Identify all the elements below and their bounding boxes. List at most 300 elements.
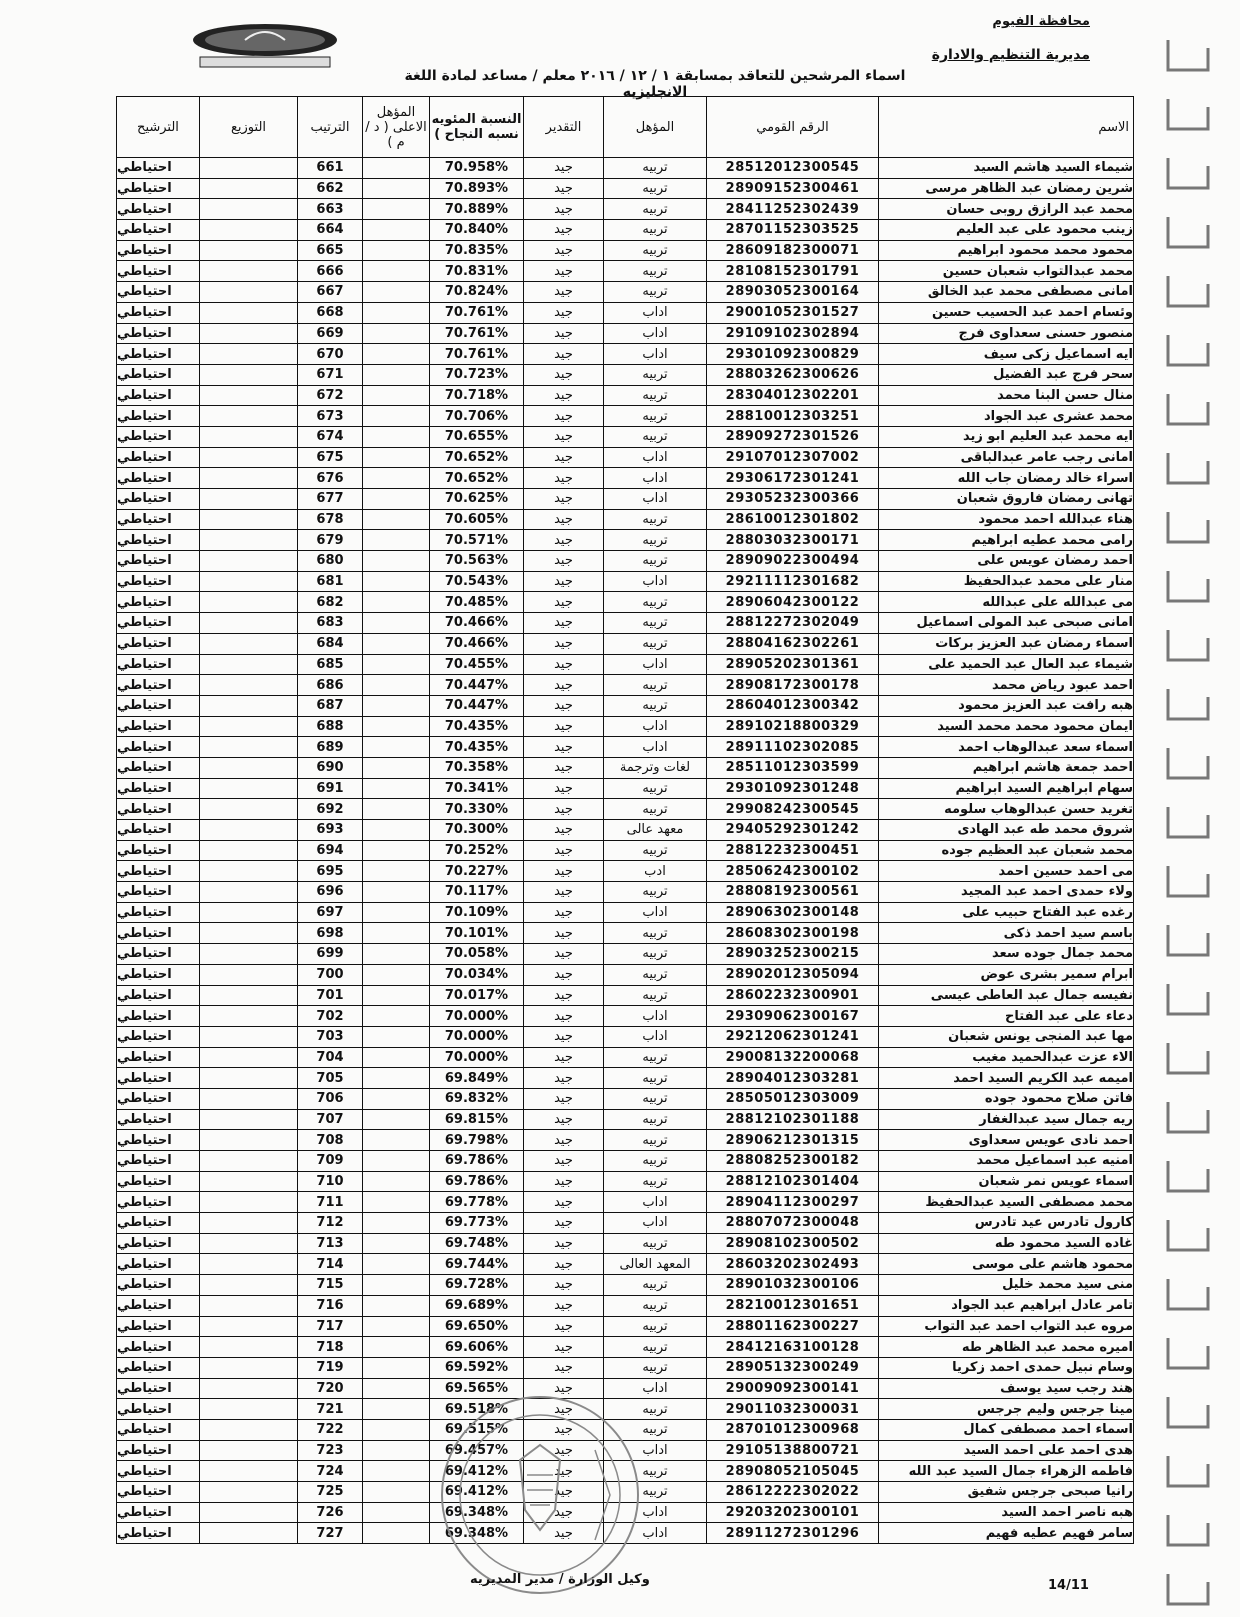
table-row [117, 1171, 1134, 1192]
table-cell-percentage: 70.835% [430, 240, 524, 261]
table-cell-rank: 724 [298, 1461, 363, 1482]
table-cell-name: زينب محمود على عبد العليم [879, 220, 1134, 241]
table-cell-qualification: تربيه [604, 1233, 707, 1254]
table-cell-higher-qualification [363, 1399, 430, 1420]
table-cell-name: شرين رمضان عبد الظاهر مرسى [879, 178, 1134, 199]
table-header-row [117, 97, 1134, 158]
table-cell-nomination: احتياطي [117, 675, 200, 696]
table-cell-national-id: 28902012305094 [707, 964, 879, 985]
table-cell-national-id: 28304012302201 [707, 385, 879, 406]
table-cell-higher-qualification [363, 1006, 430, 1027]
binding-ring [1168, 689, 1208, 719]
table-cell-distribution [200, 364, 298, 385]
table-cell-percentage: 70.824% [430, 282, 524, 303]
table-cell-higher-qualification [363, 1316, 430, 1337]
table-cell-national-id: 28903052300164 [707, 282, 879, 303]
table-cell-rank: 690 [298, 757, 363, 778]
table-cell-percentage: 70.958% [430, 158, 524, 179]
table-cell-distribution [200, 1006, 298, 1027]
table-cell-qualification: ادب [604, 861, 707, 882]
table-cell-name: وسام نبيل حمدى احمد زكريا [879, 1357, 1134, 1378]
table-cell-nomination: احتياطي [117, 737, 200, 758]
table-cell-nomination: احتياطي [117, 799, 200, 820]
table-cell-distribution [200, 675, 298, 696]
table-cell-percentage: 69.798% [430, 1130, 524, 1151]
table-cell-nomination: احتياطي [117, 1461, 200, 1482]
official-stamp [435, 1390, 645, 1600]
table-row [117, 840, 1134, 861]
table-cell-grade: جيد [524, 199, 604, 220]
table-cell-qualification: تربيه [604, 1357, 707, 1378]
table-cell-nomination: احتياطي [117, 1482, 200, 1503]
table-cell-higher-qualification [363, 344, 430, 365]
table-cell-nomination: احتياطي [117, 1233, 200, 1254]
table-cell-rank: 706 [298, 1088, 363, 1109]
table-cell-national-id: 28908102300502 [707, 1233, 879, 1254]
table-cell-percentage: 70.889% [430, 199, 524, 220]
table-cell-nomination: احتياطي [117, 489, 200, 510]
table-row [117, 757, 1134, 778]
table-cell-distribution [200, 695, 298, 716]
table-cell-national-id: 29306172301241 [707, 468, 879, 489]
table-cell-rank: 715 [298, 1275, 363, 1296]
table-cell-higher-qualification [363, 1047, 430, 1068]
table-cell-higher-qualification [363, 1171, 430, 1192]
table-cell-percentage: 69.786% [430, 1151, 524, 1172]
table-cell-distribution [200, 1026, 298, 1047]
table-cell-national-id: 29011032300031 [707, 1399, 879, 1420]
table-cell-name: منال حسن البنا محمد [879, 385, 1134, 406]
table-cell-higher-qualification [363, 468, 430, 489]
document-title: اسماء المرشحين للتعاقد بمسابقة ١ / ١٢ / ٢٠١٦ معلم / مساعد لمادة اللغة الانجليزيه [404, 68, 906, 100]
table-cell-name: امنيه عبد اسماعيل محمد [879, 1151, 1134, 1172]
table-cell-qualification: تربيه [604, 1171, 707, 1192]
candidates-table-wrapper [116, 96, 1133, 1544]
table-cell-distribution [200, 530, 298, 551]
table-cell-nomination: احتياطي [117, 1399, 200, 1420]
table-cell-higher-qualification [363, 923, 430, 944]
table-cell-grade: جيد [524, 985, 604, 1006]
table-cell-qualification: اداب [604, 1006, 707, 1027]
table-cell-name: احمد رمضان عويس على [879, 551, 1134, 572]
table-cell-national-id: 29203202300101 [707, 1502, 879, 1523]
table-cell-distribution [200, 737, 298, 758]
table-cell-rank: 722 [298, 1419, 363, 1440]
table-cell-grade: جيد [524, 1316, 604, 1337]
table-cell-name: اميره محمد عبد الظاهر طه [879, 1337, 1134, 1358]
table-cell-qualification: تربيه [604, 1275, 707, 1296]
table-row [117, 1047, 1134, 1068]
table-cell-nomination: احتياطي [117, 406, 200, 427]
table-cell-distribution [200, 1130, 298, 1151]
table-cell-distribution [200, 158, 298, 179]
table-cell-distribution [200, 716, 298, 737]
table-cell-national-id: 28810012303251 [707, 406, 879, 427]
table-cell-distribution [200, 1068, 298, 1089]
binding-ring [1168, 925, 1208, 955]
table-row [117, 1068, 1134, 1089]
table-row [117, 426, 1134, 447]
table-cell-distribution [200, 1295, 298, 1316]
table-cell-name: امانى صبحى عبد المولى اسماعيل [879, 613, 1134, 634]
table-cell-grade: جيد [524, 158, 604, 179]
table-cell-percentage: 70.652% [430, 468, 524, 489]
table-cell-nomination: احتياطي [117, 1337, 200, 1358]
table-row [117, 1130, 1134, 1151]
table-cell-nomination: احتياطي [117, 509, 200, 530]
table-cell-grade: جيد [524, 1026, 604, 1047]
table-cell-qualification: اداب [604, 1502, 707, 1523]
table-cell-grade: جيد [524, 1233, 604, 1254]
table-cell-grade: جيد [524, 861, 604, 882]
table-cell-name: شروق محمد طه عبد الهادى [879, 820, 1134, 841]
table-cell-name: سحر فرج عبد الفضيل [879, 364, 1134, 385]
table-cell-national-id: 28906212301315 [707, 1130, 879, 1151]
table-cell-national-id: 28905202301361 [707, 654, 879, 675]
table-cell-nomination: احتياطي [117, 468, 200, 489]
table-cell-grade: جيد [524, 944, 604, 965]
table-cell-higher-qualification [363, 737, 430, 758]
table-cell-distribution [200, 571, 298, 592]
table-cell-higher-qualification [363, 861, 430, 882]
table-cell-national-id: 28604012300342 [707, 695, 879, 716]
table-cell-percentage: 70.455% [430, 654, 524, 675]
table-row [117, 1213, 1134, 1234]
table-cell-distribution [200, 344, 298, 365]
table-cell-grade: جيد [524, 406, 604, 427]
table-cell-grade: جيد [524, 633, 604, 654]
table-cell-higher-qualification [363, 799, 430, 820]
table-cell-higher-qualification [363, 178, 430, 199]
table-cell-national-id: 28911102302085 [707, 737, 879, 758]
table-row [117, 530, 1134, 551]
table-cell-rank: 720 [298, 1378, 363, 1399]
table-row [117, 199, 1134, 220]
table-cell-higher-qualification [363, 675, 430, 696]
table-cell-nomination: احتياطي [117, 778, 200, 799]
table-cell-percentage: 70.300% [430, 820, 524, 841]
table-cell-higher-qualification [363, 1068, 430, 1089]
table-cell-rank: 718 [298, 1337, 363, 1358]
table-cell-grade: جيد [524, 1440, 604, 1461]
column-header-grade: التقدير [524, 97, 604, 158]
table-cell-name: اسماء سعد عبدالوهاب احمد [879, 737, 1134, 758]
table-cell-distribution [200, 778, 298, 799]
table-cell-name: سهام ابراهيم السيد ابراهيم [879, 778, 1134, 799]
table-cell-nomination: احتياطي [117, 302, 200, 323]
binding-ring [1168, 571, 1208, 601]
table-cell-qualification: تربيه [604, 592, 707, 613]
table-cell-qualification: اداب [604, 468, 707, 489]
table-cell-name: ايه اسماعيل زكى سيف [879, 344, 1134, 365]
table-cell-rank: 689 [298, 737, 363, 758]
table-cell-name: فاتن صلاح محمود جوده [879, 1088, 1134, 1109]
binding-ring [1168, 453, 1208, 483]
table-cell-distribution [200, 840, 298, 861]
table-cell-name: محمد مصطفى السيد عبدالحفيظ [879, 1192, 1134, 1213]
binding-ring [1168, 866, 1208, 896]
table-row [117, 923, 1134, 944]
table-cell-rank: 664 [298, 220, 363, 241]
table-cell-higher-qualification [363, 654, 430, 675]
table-cell-percentage: 70.000% [430, 1026, 524, 1047]
table-cell-grade: جيد [524, 178, 604, 199]
table-cell-higher-qualification [363, 406, 430, 427]
table-cell-national-id: 28901032300106 [707, 1275, 879, 1296]
table-cell-nomination: احتياطي [117, 220, 200, 241]
table-cell-rank: 716 [298, 1295, 363, 1316]
table-cell-qualification: اداب [604, 302, 707, 323]
binding-ring [1168, 1279, 1208, 1309]
table-cell-national-id: 28511012303599 [707, 757, 879, 778]
table-cell-name: محمود محمد محمود ابراهيم [879, 240, 1134, 261]
table-cell-grade: جيد [524, 1399, 604, 1420]
table-cell-national-id: 29009092300141 [707, 1378, 879, 1399]
table-cell-distribution [200, 282, 298, 303]
table-cell-rank: 721 [298, 1399, 363, 1420]
table-cell-distribution [200, 1440, 298, 1461]
table-row [117, 240, 1134, 261]
table-row [117, 737, 1134, 758]
table-cell-rank: 692 [298, 799, 363, 820]
table-cell-percentage: 70.117% [430, 882, 524, 903]
table-row [117, 282, 1134, 303]
table-cell-rank: 682 [298, 592, 363, 613]
table-cell-national-id: 28412163100128 [707, 1337, 879, 1358]
table-cell-percentage: 70.761% [430, 323, 524, 344]
table-cell-name: ايه محمد عبد العليم ابو زيد [879, 426, 1134, 447]
table-cell-grade: جيد [524, 261, 604, 282]
table-cell-national-id: 29309062300167 [707, 1006, 879, 1027]
table-cell-grade: جيد [524, 1502, 604, 1523]
table-cell-national-id: 28808192300561 [707, 882, 879, 903]
table-cell-grade: جيد [524, 757, 604, 778]
table-cell-higher-qualification [363, 1523, 430, 1544]
table-cell-qualification: تربيه [604, 261, 707, 282]
table-cell-distribution [200, 1357, 298, 1378]
table-cell-grade: جيد [524, 1151, 604, 1172]
column-header-nomination: الترشيح [117, 97, 200, 158]
table-cell-nomination: احتياطي [117, 530, 200, 551]
table-cell-higher-qualification [363, 571, 430, 592]
table-cell-national-id: 29301092300829 [707, 344, 879, 365]
table-row [117, 654, 1134, 675]
table-cell-qualification: تربيه [604, 695, 707, 716]
table-cell-grade: جيد [524, 1213, 604, 1234]
table-cell-distribution [200, 1337, 298, 1358]
table-cell-grade: جيد [524, 675, 604, 696]
table-cell-grade: جيد [524, 840, 604, 861]
table-row [117, 220, 1134, 241]
table-cell-percentage: 69.650% [430, 1316, 524, 1337]
column-header-national-id: الرقم القومي [707, 97, 879, 158]
table-cell-nomination: احتياطي [117, 1026, 200, 1047]
table-cell-national-id: 29908242300545 [707, 799, 879, 820]
table-cell-percentage: 69.412% [430, 1461, 524, 1482]
table-cell-distribution [200, 1316, 298, 1337]
table-cell-rank: 667 [298, 282, 363, 303]
table-cell-grade: جيد [524, 1337, 604, 1358]
table-cell-percentage: 69.515% [430, 1419, 524, 1440]
table-cell-national-id: 29212062301241 [707, 1026, 879, 1047]
binding-ring [1168, 1574, 1208, 1604]
table-cell-percentage: 70.761% [430, 344, 524, 365]
table-cell-national-id: 28905132300249 [707, 1357, 879, 1378]
table-cell-rank: 698 [298, 923, 363, 944]
table-cell-higher-qualification [363, 964, 430, 985]
table-cell-national-id: 28608302300198 [707, 923, 879, 944]
table-cell-rank: 665 [298, 240, 363, 261]
table-cell-nomination: احتياطي [117, 323, 200, 344]
table-cell-national-id: 29008132200068 [707, 1047, 879, 1068]
table-cell-qualification: تربيه [604, 1088, 707, 1109]
table-cell-higher-qualification [363, 489, 430, 510]
table-cell-percentage: 70.893% [430, 178, 524, 199]
table-row [117, 1357, 1134, 1378]
table-cell-percentage: 69.457% [430, 1440, 524, 1461]
table-cell-grade: جيد [524, 1357, 604, 1378]
table-cell-distribution [200, 1151, 298, 1172]
table-cell-nomination: احتياطي [117, 840, 200, 861]
table-cell-rank: 701 [298, 985, 363, 1006]
table-cell-qualification: تربيه [604, 530, 707, 551]
table-cell-grade: جيد [524, 1461, 604, 1482]
table-cell-distribution [200, 799, 298, 820]
table-cell-percentage: 69.348% [430, 1523, 524, 1544]
table-cell-distribution [200, 323, 298, 344]
table-row [117, 861, 1134, 882]
table-cell-qualification: اداب [604, 902, 707, 923]
table-cell-nomination: احتياطي [117, 902, 200, 923]
table-cell-name: اميمه عبد الكريم السيد احمد [879, 1068, 1134, 1089]
table-cell-nomination: احتياطي [117, 199, 200, 220]
table-cell-qualification: تربيه [604, 840, 707, 861]
table-cell-nomination: احتياطي [117, 1047, 200, 1068]
table-row [117, 364, 1134, 385]
table-cell-grade: جيد [524, 1068, 604, 1089]
binding-ring [1168, 1220, 1208, 1250]
table-cell-distribution [200, 447, 298, 468]
table-cell-percentage: 69.689% [430, 1295, 524, 1316]
table-cell-higher-qualification [363, 1088, 430, 1109]
table-cell-national-id: 29109102302894 [707, 323, 879, 344]
table-cell-national-id: 28803032300171 [707, 530, 879, 551]
column-header-rank: الترتيب [298, 97, 363, 158]
table-row [117, 323, 1134, 344]
table-cell-name: محمد جمال جوده سعد [879, 944, 1134, 965]
table-row [117, 902, 1134, 923]
table-cell-rank: 696 [298, 882, 363, 903]
table-cell-percentage: 70.625% [430, 489, 524, 510]
table-cell-name: محمد عبدالتواب شعبان حسين [879, 261, 1134, 282]
table-cell-name: اسماء احمد مصطفى كمال [879, 1419, 1134, 1440]
table-cell-rank: 671 [298, 364, 363, 385]
table-cell-nomination: احتياطي [117, 716, 200, 737]
table-cell-qualification: تربيه [604, 799, 707, 820]
table-cell-qualification: اداب [604, 1523, 707, 1544]
table-cell-national-id: 28108152301791 [707, 261, 879, 282]
table-cell-rank: 663 [298, 199, 363, 220]
binding-ring [1168, 807, 1208, 837]
table-row [117, 1316, 1134, 1337]
table-cell-distribution [200, 1171, 298, 1192]
table-cell-qualification: تربيه [604, 1316, 707, 1337]
table-cell-rank: 684 [298, 633, 363, 654]
table-cell-national-id: 28808252300182 [707, 1151, 879, 1172]
table-cell-rank: 705 [298, 1068, 363, 1089]
table-cell-national-id: 28909272301526 [707, 426, 879, 447]
table-cell-qualification: معهد عالى [604, 820, 707, 841]
table-cell-nomination: احتياطي [117, 1254, 200, 1275]
table-cell-higher-qualification [363, 592, 430, 613]
table-cell-distribution [200, 261, 298, 282]
table-cell-qualification: تربيه [604, 985, 707, 1006]
table-cell-national-id: 28906042300122 [707, 592, 879, 613]
table-cell-qualification: اداب [604, 1378, 707, 1399]
table-cell-name: امانى رجب عامر عبدالباقى [879, 447, 1134, 468]
table-cell-percentage: 70.447% [430, 675, 524, 696]
table-cell-nomination: احتياطي [117, 985, 200, 1006]
table-cell-grade: جيد [524, 882, 604, 903]
table-cell-qualification: اداب [604, 447, 707, 468]
table-cell-nomination: احتياطي [117, 282, 200, 303]
table-row [117, 613, 1134, 634]
table-cell-rank: 726 [298, 1502, 363, 1523]
table-cell-name: محمد شعبان عبد العظيم جوده [879, 840, 1134, 861]
table-cell-rank: 699 [298, 944, 363, 965]
table-cell-national-id: 28908052105045 [707, 1461, 879, 1482]
table-cell-rank: 695 [298, 861, 363, 882]
table-cell-rank: 700 [298, 964, 363, 985]
table-cell-nomination: احتياطي [117, 592, 200, 613]
table-cell-name: هبه رافت عبد العزيز محمود [879, 695, 1134, 716]
table-cell-national-id: 29001052301527 [707, 302, 879, 323]
table-cell-higher-qualification [363, 757, 430, 778]
table-cell-name: سامر فهيم عطيه فهيم [879, 1523, 1134, 1544]
table-cell-name: مينا جرجس وليم جرجس [879, 1399, 1134, 1420]
table-cell-nomination: احتياطي [117, 633, 200, 654]
table-cell-nomination: احتياطي [117, 364, 200, 385]
table-cell-higher-qualification [363, 240, 430, 261]
table-cell-rank: 697 [298, 902, 363, 923]
table-cell-percentage: 70.000% [430, 1047, 524, 1068]
table-cell-distribution [200, 757, 298, 778]
table-cell-name: هبه ناصر احمد السيد [879, 1502, 1134, 1523]
table-cell-percentage: 70.571% [430, 530, 524, 551]
table-cell-name: محمد عشرى عبد الجواد [879, 406, 1134, 427]
table-cell-grade: جيد [524, 1254, 604, 1275]
table-cell-national-id: 28904012303281 [707, 1068, 879, 1089]
table-cell-grade: جيد [524, 530, 604, 551]
table-row [117, 882, 1134, 903]
table-cell-national-id: 28411252302439 [707, 199, 879, 220]
table-cell-grade: جيد [524, 1088, 604, 1109]
table-cell-qualification: تربيه [604, 551, 707, 572]
table-cell-name: فاطمه الزهراء جمال السيد عبد الله [879, 1461, 1134, 1482]
table-cell-distribution [200, 1109, 298, 1130]
table-cell-nomination: احتياطي [117, 426, 200, 447]
table-cell-grade: جيد [524, 1171, 604, 1192]
table-cell-nomination: احتياطي [117, 447, 200, 468]
table-cell-national-id: 28909022300494 [707, 551, 879, 572]
table-cell-qualification: تربيه [604, 1151, 707, 1172]
table-cell-national-id: 28904112300297 [707, 1192, 879, 1213]
table-cell-name: منار على محمد عبدالحفيظ [879, 571, 1134, 592]
table-cell-qualification: تربيه [604, 1295, 707, 1316]
binding-ring [1168, 276, 1208, 306]
table-cell-name: هند رجب سيد يوسف [879, 1378, 1134, 1399]
table-cell-national-id: 28910218800329 [707, 716, 879, 737]
